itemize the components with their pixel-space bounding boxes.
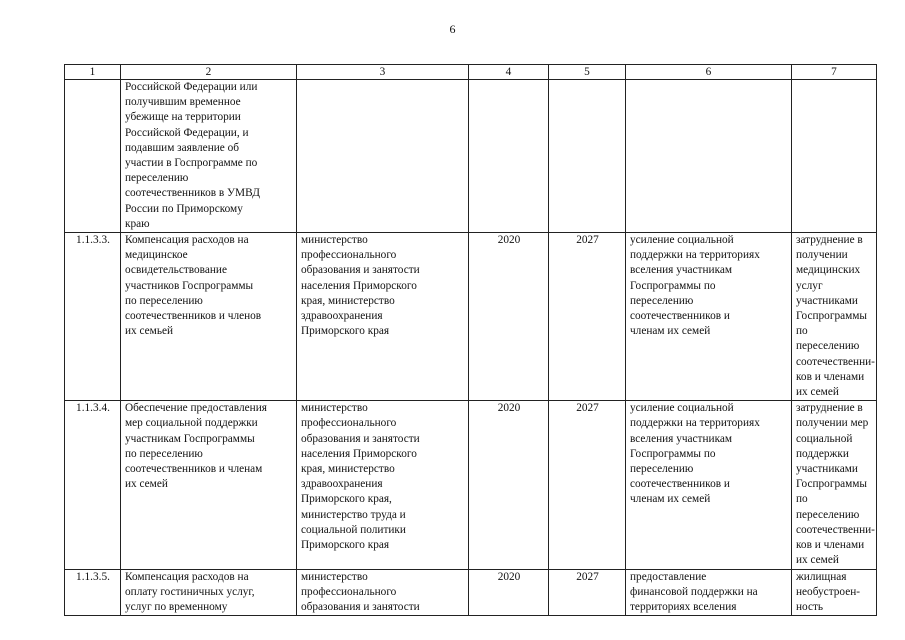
column-header: 7 xyxy=(792,65,877,80)
column-header: 5 xyxy=(549,65,626,80)
start-year: 2020 xyxy=(469,569,549,616)
risk-consequence xyxy=(792,80,877,233)
start-year: 2020 xyxy=(469,233,549,401)
table-row xyxy=(65,569,877,616)
measure-name: Обеспечение предоставления мер социальной поддержки участникам Госпрограммы по переселению соотечественников и членам их семей xyxy=(121,401,297,569)
measure-name: Компенсация расходов на оплату гостиничных услуг, услуг по временному xyxy=(121,569,297,616)
expected-result: предоставление финансовой поддержки на территориях вселения xyxy=(626,569,792,616)
measure-name: Компенсация расходов на медицинское освидетельствование участников Госпрограммы по переселению соотечественников и членов их семьей xyxy=(121,233,297,401)
column-header: 6 xyxy=(626,65,792,80)
measure-executor: министерство профессионального образования и занятости населения Приморского края, министерство здравоохранения Приморского края, министерство труда и социальной политики Приморского края xyxy=(297,401,469,569)
measure-code xyxy=(65,80,121,233)
page-number: 6 xyxy=(449,22,456,36)
risk-consequence: затруднение в получении медицинских услуг участниками Госпрограммы по переселению соотечественни- ков и членами их семей xyxy=(792,233,877,401)
start-year: 2020 xyxy=(469,401,549,569)
measure-executor xyxy=(297,80,469,233)
column-header: 2 xyxy=(121,65,297,80)
table-row xyxy=(65,80,877,233)
expected-result: усиление социальной поддержки на территориях вселения участникам Госпрограммы по переселению соотечественников и членам их семей xyxy=(626,233,792,401)
end-year: 2027 xyxy=(549,569,626,616)
measure-name: Российской Федерации или получившим временное убежище на территории Российской Федерации, и подавшим заявление об участии в Госпрограмме по переселению соотечественников в УМВД России по Приморскому краю xyxy=(121,80,297,233)
column-header: 3 xyxy=(297,65,469,80)
expected-result xyxy=(626,80,792,233)
measure-code: 1.1.3.4. xyxy=(65,401,121,569)
end-year: 2027 xyxy=(549,401,626,569)
risk-consequence: жилищная необустроен- ность xyxy=(792,569,877,616)
end-year xyxy=(549,80,626,233)
table-header-row xyxy=(65,65,877,80)
end-year: 2027 xyxy=(549,233,626,401)
measure-code: 1.1.3.3. xyxy=(65,233,121,401)
measure-executor: министерство профессионального образования и занятости населения Приморского края, министерство здравоохранения Приморского края xyxy=(297,233,469,401)
expected-result: усиление социальной поддержки на территориях вселения участникам Госпрограммы по переселению соотечественников и членам их семей xyxy=(626,401,792,569)
column-header: 4 xyxy=(469,65,549,80)
program-measures-table xyxy=(64,64,877,616)
risk-consequence: затруднение в получении мер социальной поддержки участниками Госпрограммы по переселению соотечественни- ков и членами их семей xyxy=(792,401,877,569)
measure-code: 1.1.3.5. xyxy=(65,569,121,616)
start-year xyxy=(469,80,549,233)
measure-executor: министерство профессионального образования и занятости xyxy=(297,569,469,616)
table-row xyxy=(65,401,877,569)
column-header: 1 xyxy=(65,65,121,80)
table-row xyxy=(65,233,877,401)
